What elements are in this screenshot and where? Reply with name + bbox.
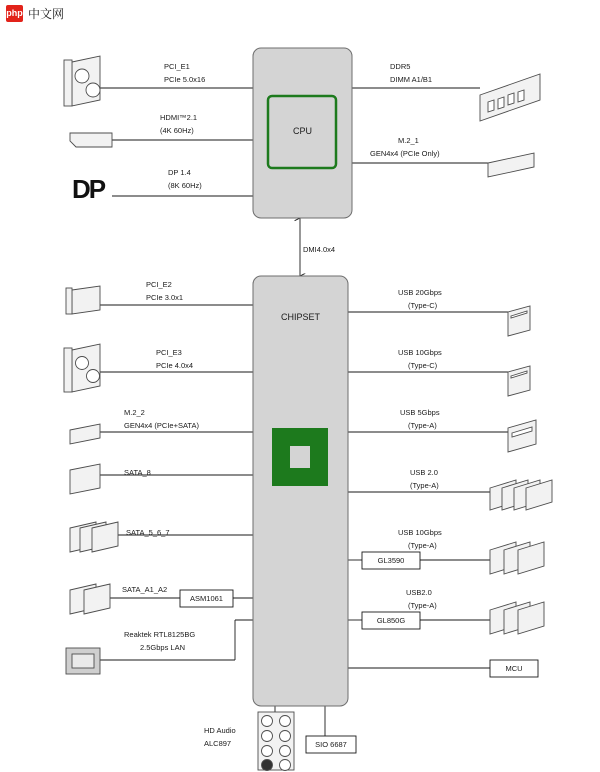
label-pci-e3-name: PCI_E3 [156, 348, 182, 357]
label-hdmi-name: HDMI™2.1 [160, 113, 198, 122]
dmi-link-label: DMI4.0x4 [303, 245, 336, 254]
label-lan-detail: 2.5Gbps LAN [140, 643, 186, 652]
label-pci-e3-detail: PCIe 4.0x4 [156, 361, 194, 370]
chip-asm1061-label: ASM1061 [190, 594, 223, 603]
label-pci-e2-detail: PCIe 3.0x1 [146, 293, 184, 302]
displayport-logo-icon: DP [72, 174, 105, 204]
label-hdmi-detail: (4K 60Hz) [160, 126, 194, 135]
label-m2-1-detail: GEN4x4 (PCIe Only) [370, 149, 440, 158]
watermark-text: 中文网 [28, 6, 65, 21]
label-lan-name: Reaktek RTL8125BG [124, 630, 196, 639]
label-usb10gc-detail: (Type-C) [408, 361, 438, 370]
label-usb20g-name: USB 20Gbps [398, 288, 442, 297]
chip-gl3590-label: GL3590 [377, 556, 405, 565]
label-usb20-name: USB 2.0 [410, 468, 438, 477]
label-usb5g-detail: (Type-A) [408, 421, 437, 430]
label-dp-detail: (8K 60Hz) [168, 181, 202, 190]
chip-sio6687-label: SIO 6687 [315, 740, 347, 749]
label-pci-e1-detail: PCIe 5.0x16 [164, 75, 206, 84]
label-m2-2-detail: GEN4x4 (PCIe+SATA) [124, 421, 199, 430]
label-usb20a-name: USB2.0 [406, 588, 432, 597]
label-usb20a-detail: (Type-A) [408, 601, 437, 610]
label-usb20g-detail: (Type-C) [408, 301, 438, 310]
chipset-block-label: CHIPSET [280, 312, 320, 322]
cpu-block-label: CPU [292, 126, 312, 136]
label-usb5g-name: USB 5Gbps [400, 408, 440, 417]
label-sata-a1a2-name: SATA_A1_A2 [122, 585, 168, 594]
label-usb10ga-detail: (Type-A) [408, 541, 437, 550]
label-sata-567-name: SATA_5_6_7 [126, 528, 170, 537]
site-watermark [0, 0, 600, 26]
php-logo-icon: php [6, 5, 23, 22]
label-hd-audio-name: HD Audio [204, 726, 236, 735]
chip-gl850g-label: GL850G [376, 616, 406, 625]
label-sata-8-name: SATA_8 [124, 468, 151, 477]
label-ddr5-detail: DIMM A1/B1 [390, 75, 433, 84]
label-usb10gc-name: USB 10Gbps [398, 348, 442, 357]
label-dp-name: DP 1.4 [168, 168, 191, 177]
label-m2-1-name: M.2_1 [398, 136, 419, 145]
label-pci-e1-name: PCI_E1 [164, 62, 190, 71]
label-usb20-detail: (Type-A) [410, 481, 439, 490]
label-pci-e2-name: PCI_E2 [146, 280, 172, 289]
label-hd-audio-detail: ALC897 [204, 739, 232, 748]
label-usb10ga-name: USB 10Gbps [398, 528, 442, 537]
label-m2-2-name: M.2_2 [124, 408, 145, 417]
chip-mcu-label: MCU [505, 664, 523, 673]
label-ddr5-name: DDR5 [390, 62, 411, 71]
